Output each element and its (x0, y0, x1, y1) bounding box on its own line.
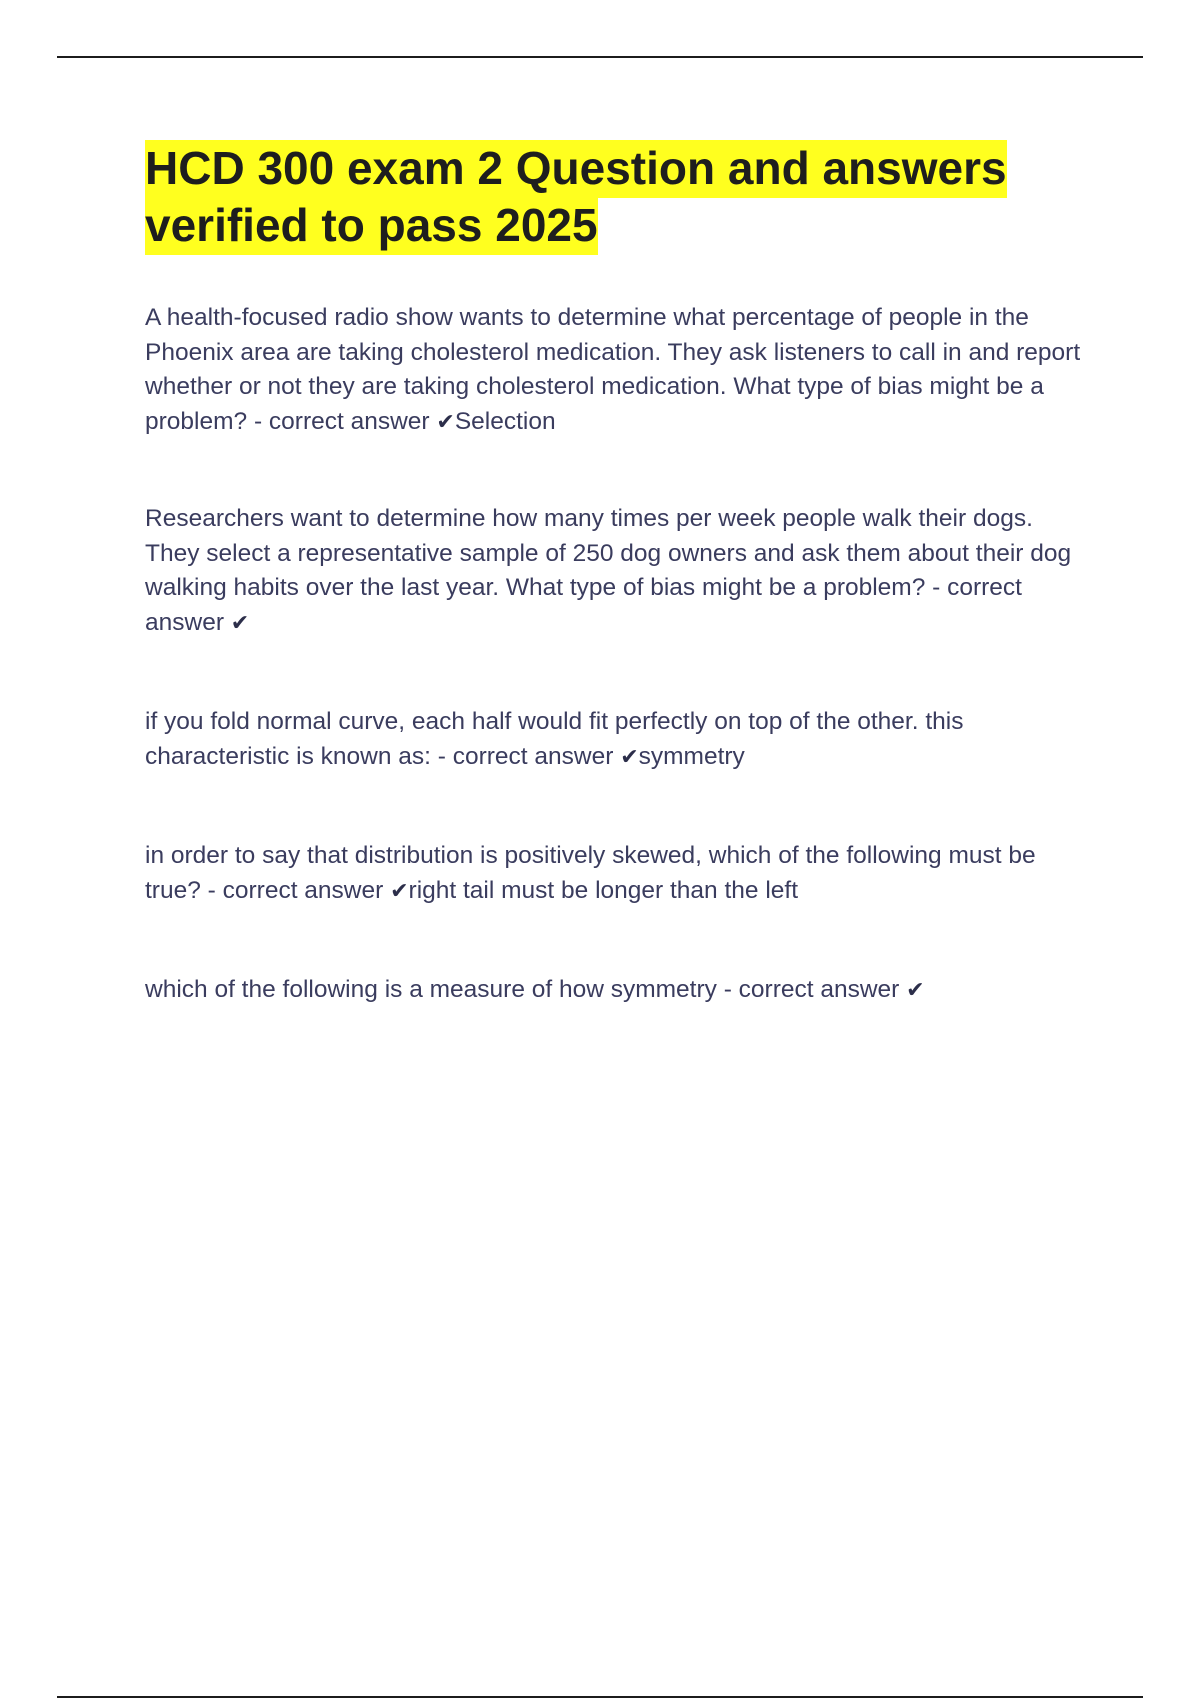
qa-item (145, 973, 1085, 1009)
footer-rule (57, 1696, 1143, 1698)
question-text: which of the following is a measure of how symmetry (145, 976, 717, 1003)
answer-label: - correct answer (145, 574, 1022, 636)
answer-text: symmetry (638, 742, 745, 770)
qa-list (145, 301, 1085, 1009)
question-text: in order to say that distribution is positively skewed, which of the following must be true? (145, 842, 1036, 904)
checkmark-icon: ✔ (390, 878, 409, 904)
checkmark-icon: ✔ (230, 610, 250, 636)
answer-label: - correct answer (253, 407, 437, 435)
checkmark-icon: ✔ (620, 744, 639, 770)
answer-label: - correct answer (207, 876, 391, 904)
question-text: A health-focused radio show wants to determine what percentage of people in the Phoenix area are taking cholesterol medication. They ask listeners to call in and report whether or not they are taking cholesterol medication. What type of bias might be a problem? (145, 304, 1081, 435)
question-text: Researchers want to determine how many times per week people walk their dogs. They select a representative sample of 250 dog owners and ask them about their dog walking habits over the last year. What type of bias might be a problem? (145, 505, 1072, 601)
checkmark-icon: ✔ (436, 409, 455, 435)
answer-text: Selection (454, 407, 556, 435)
answer-label: - correct answer (437, 742, 621, 770)
qa-item (145, 301, 1085, 440)
document-body (145, 140, 1085, 1009)
checkmark-icon: ✔ (906, 978, 925, 1003)
answer-text: right tail must be longer than the left (408, 876, 799, 904)
document-title (145, 140, 1085, 254)
title-highlight: HCD 300 exam 2 Question and answers verified to pass 2025 (145, 140, 1007, 255)
header-rule (57, 56, 1143, 58)
qa-item (145, 705, 1085, 775)
qa-item (145, 502, 1085, 641)
question-text: if you fold normal curve, each half would fit perfectly on top of the other. this characteristic is known as: (145, 708, 964, 770)
answer-label: - correct answer (723, 976, 907, 1003)
qa-item (145, 839, 1085, 909)
